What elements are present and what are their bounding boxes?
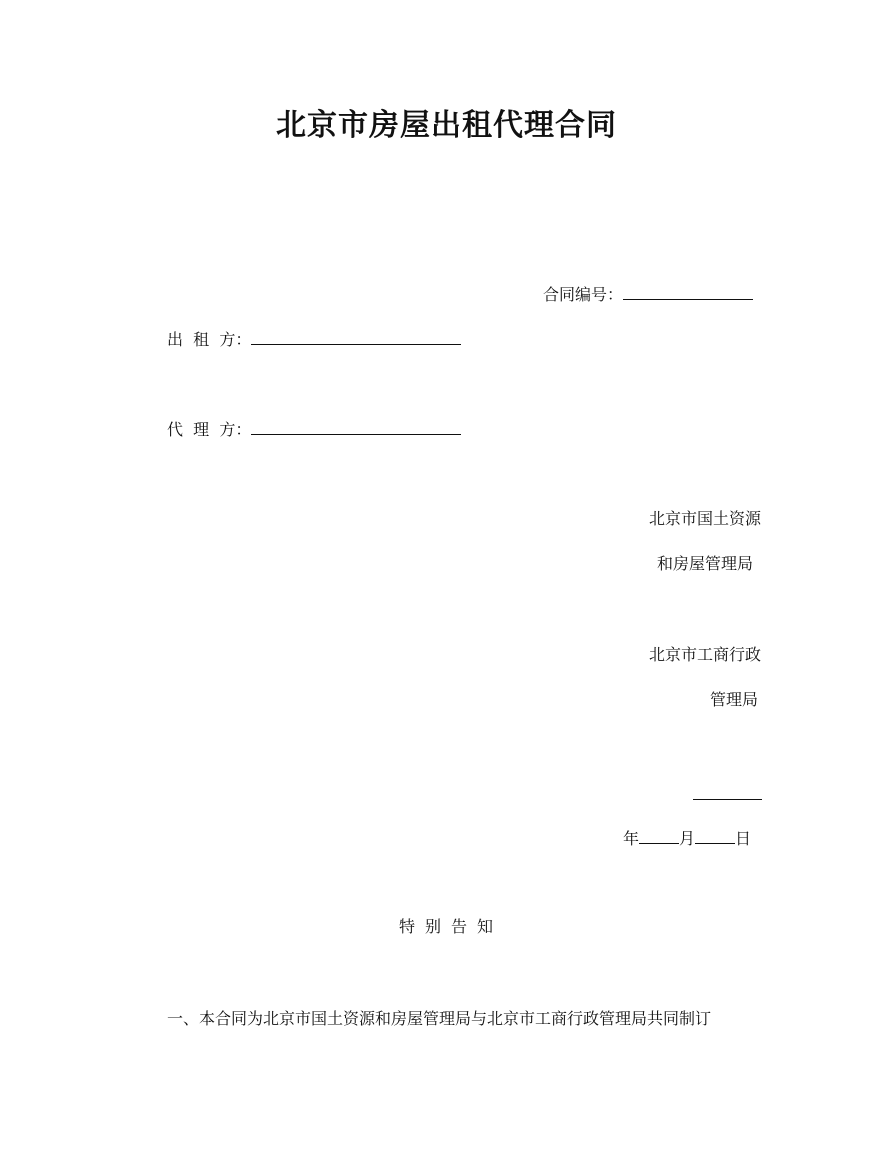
issuer2-line2: 管理局: [710, 690, 759, 709]
date-year-label: 年: [623, 829, 640, 848]
issuer1-line1: 北京市国土资源: [649, 509, 762, 528]
date-day-label: 日: [735, 829, 752, 848]
notice-heading: 特别告知: [399, 917, 504, 936]
agent-row: [167, 417, 461, 441]
date-day-blank: [695, 826, 735, 844]
date-month-blank: [639, 826, 679, 844]
lessor-row: [167, 327, 461, 351]
agent-blank: [251, 417, 461, 435]
notice-item-1: 一、本合同为北京市国土资源和房屋管理局与北京市工商行政管理局共同制订: [167, 1009, 712, 1028]
document-title: 北京市房屋出租代理合同: [276, 108, 617, 143]
issuer2-line1: 北京市工商行政: [649, 645, 762, 664]
date-month-label: 月: [679, 829, 696, 848]
issuer1-line2: 和房屋管理局: [657, 554, 754, 573]
edition-row: [693, 782, 762, 806]
lessor-blank: [251, 327, 461, 345]
agent-label: 代 理 方：: [167, 420, 252, 439]
contract-number-blank: [623, 282, 753, 300]
edition-blank: [693, 782, 762, 800]
contract-number-label: 合同编号：: [543, 285, 624, 304]
contract-number-row: [543, 282, 753, 306]
date-row: [623, 826, 751, 850]
lessor-label: 出 租 方：: [167, 330, 252, 349]
